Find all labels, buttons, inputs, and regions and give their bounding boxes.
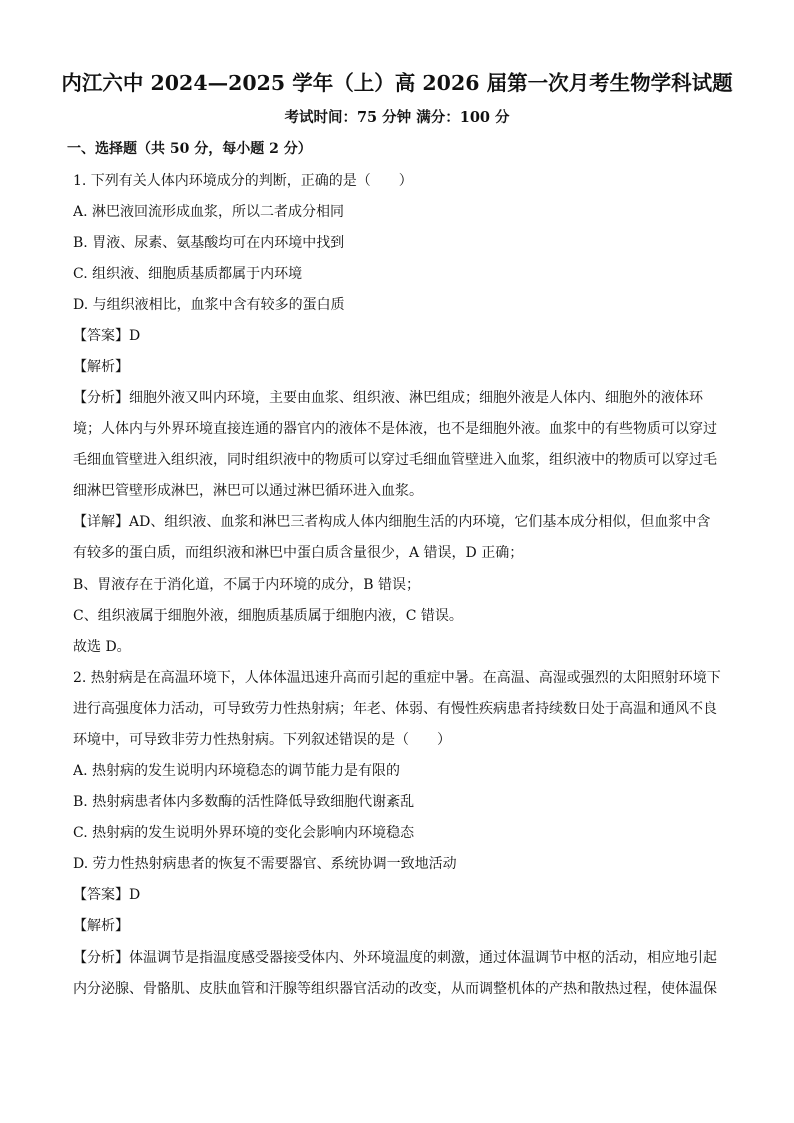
q2-option-a: A. 热射病的发生说明内环境稳态的调节能力是有限的	[73, 763, 401, 779]
q2-stem-line: 进行高强度体力活动，可导致劳力性热射病；年老、体弱、有慢性疾病患者持续数日处于高温和通风不良	[73, 701, 717, 717]
q2-option-d: D. 劳力性热射病患者的恢复不需要器官、系统协调一致地活动	[73, 856, 457, 872]
q2-option-c: C. 热射病的发生说明外界环境的变化会影响内环境稳态	[73, 825, 415, 841]
q1-analysis-line: 毛细血管壁进入组织液，同时组织液中的物质可以穿过毛细血管壁进入血浆，组织液中的物质可以穿过毛	[73, 452, 717, 468]
q1-detail-line: C、组织液属于细胞外液，细胞质基质属于细胞内液，C 错误。	[73, 608, 463, 624]
q1-analysis-line: 境；人体内与外界环境直接连通的器官内的液体不是体液，也不是细胞外液。血浆中的有些物质可以穿过	[73, 421, 717, 437]
q1-detail-line: 有较多的蛋白质，而组织液和淋巴中蛋白质含量很少，A 错误，D 正确；	[73, 545, 524, 561]
q2-analysis-line: 内分泌腺、骨骼肌、皮肤血管和汗腺等组织器官活动的改变，从而调整机体的产热和散热过程，使体温保	[73, 981, 717, 997]
q1-jiexi-label: 【解析】	[73, 359, 129, 375]
q2-stem-line: 环境中，可导致非劳力性热射病。下列叙述错误的是（ ）	[73, 732, 451, 748]
q1-option-b: B. 胃液、尿素、氨基酸均可在内环境中找到	[73, 235, 345, 251]
q2-option-b: B. 热射病患者体内多数酶的活性降低导致细胞代谢紊乱	[73, 794, 415, 810]
q1-answer: 【答案】D	[73, 328, 141, 344]
q1-option-c: C. 组织液、细胞质基质都属于内环境	[73, 266, 303, 282]
q2-stem-line: 2. 热射病是在高温环境下，人体体温迅速升高而引起的重症中暑。在高温、高湿或强烈的太阳照射环境下	[73, 670, 721, 686]
q1-detail-line: B、胃液存在于消化道，不属于内环境的成分，B 错误；	[73, 577, 421, 593]
exam-info: 考试时间：75 分钟 满分：100 分	[284, 109, 510, 126]
page-title: 内江六中 2024—2025 学年（上）高 2026 届第一次月考生物学科试题	[61, 71, 733, 95]
section-heading: 一、选择题（共 50 分，每小题 2 分）	[67, 141, 312, 157]
q1-option-a: A. 淋巴液回流形成血浆，所以二者成分相同	[73, 204, 345, 220]
q1-analysis-line: 细淋巴管壁形成淋巴，淋巴可以通过淋巴循环进入血浆。	[73, 483, 423, 499]
q1-stem: 1. 下列有关人体内环境成分的判断，正确的是（ ）	[73, 173, 413, 189]
q2-answer: 【答案】D	[73, 887, 141, 903]
q2-analysis-line: 【分析】体温调节是指温度感受器接受体内、外环境温度的刺激，通过体温调节中枢的活动，相应地引起	[73, 950, 717, 966]
q1-conclusion: 故选 D。	[73, 639, 131, 655]
q1-option-d: D. 与组织液相比，血浆中含有较多的蛋白质	[73, 297, 345, 313]
q1-analysis-line: 【分析】细胞外液又叫内环境，主要由血浆、组织液、淋巴组成；细胞外液是人体内、细胞外的液体环	[73, 390, 703, 406]
q2-jiexi-label: 【解析】	[73, 918, 129, 934]
q1-detail-line: 【详解】AD、组织液、血浆和淋巴三者构成人体内细胞生活的内环境，它们基本成分相似，但血浆中含	[73, 514, 711, 530]
